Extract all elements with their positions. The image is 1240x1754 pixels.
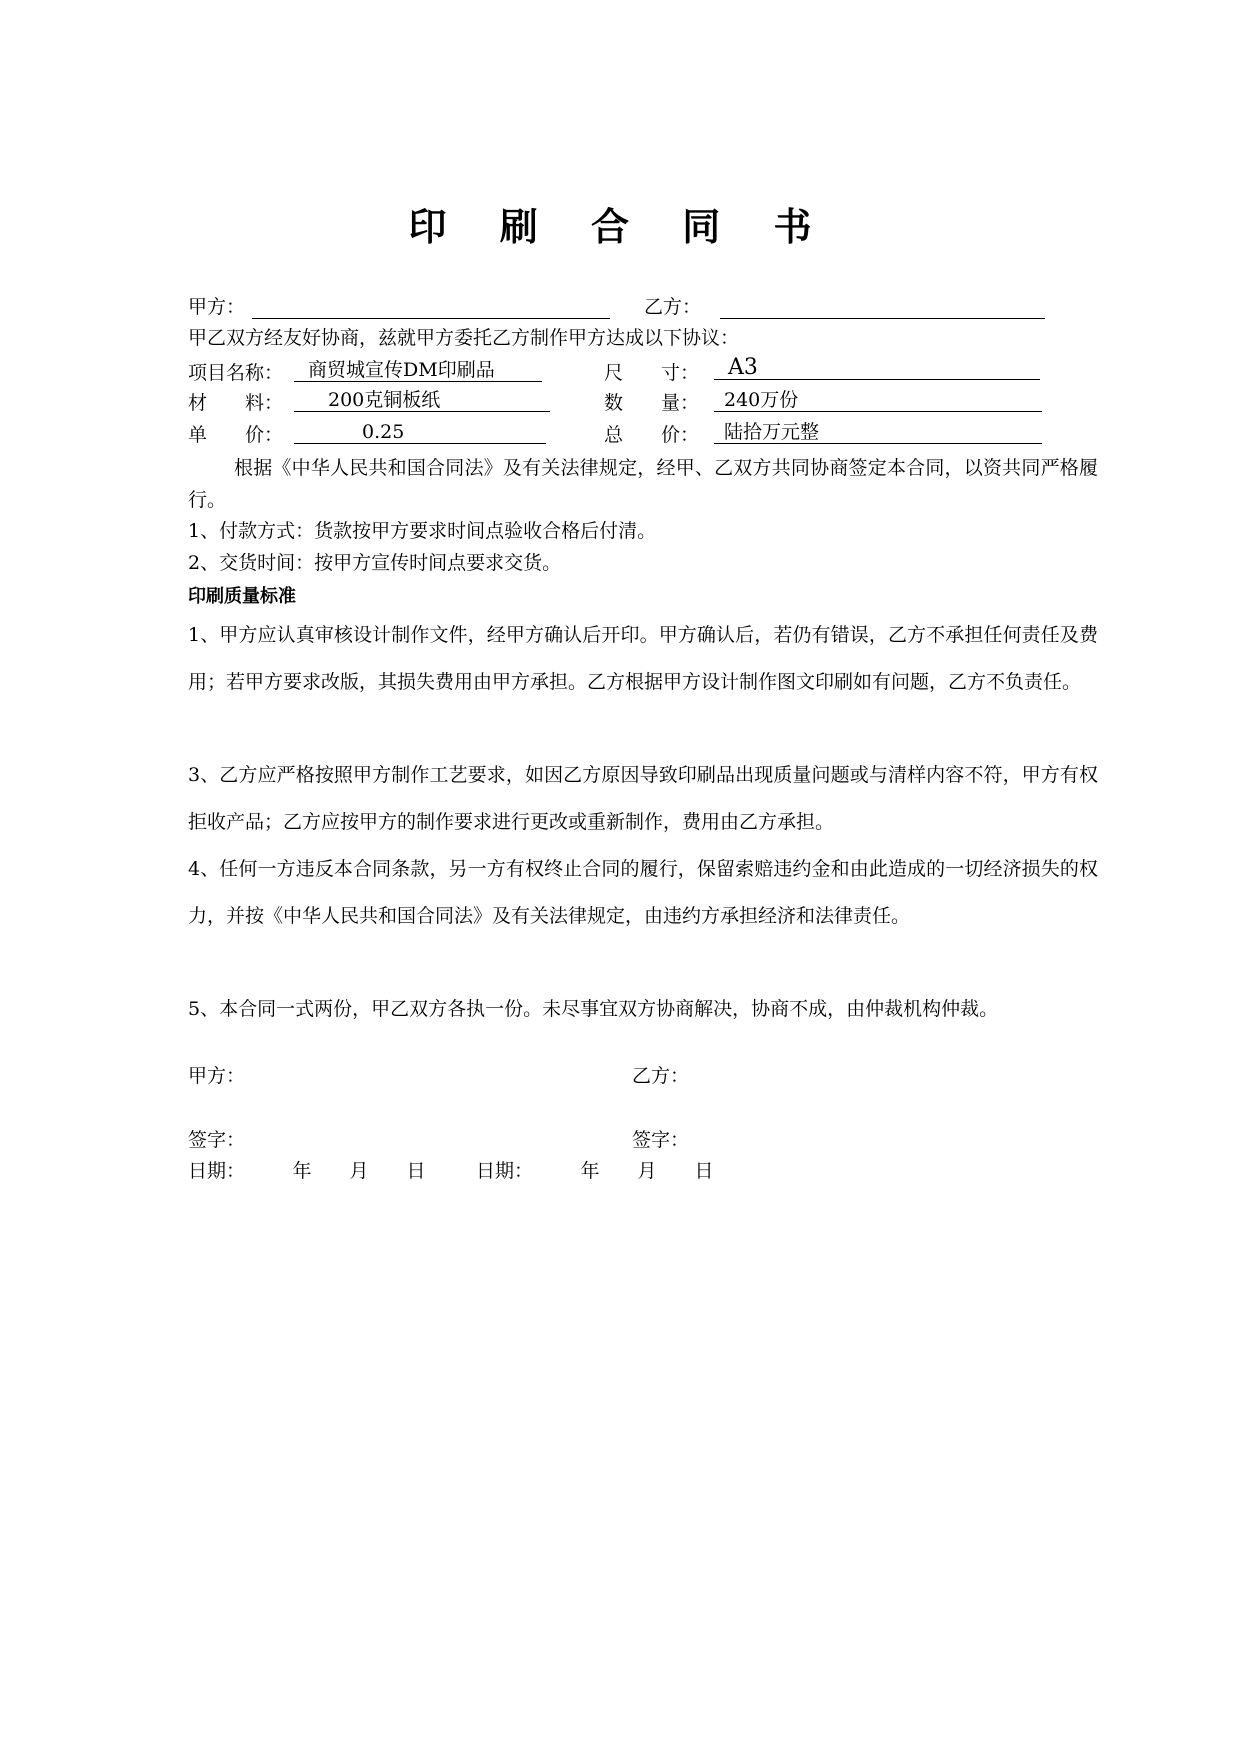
intro-text: 甲乙双方经友好协商，兹就甲方委托乙方制作甲方达成以下协议：: [188, 327, 740, 349]
unit-price-label: 单 价：: [188, 424, 284, 446]
party-a-field[interactable]: [252, 294, 610, 319]
term-payment: 1、付款方式：货款按甲方要求时间点验收合格后付清。: [188, 520, 657, 542]
quality-item-3: 3、乙方应严格按照甲方制作工艺要求，如因乙方原因导致印刷品出现质量问题或与清样内容不符，甲方有权拒收产品；乙方应按甲方的制作要求进行更改或重新制作，费用由乙方承担。: [188, 764, 1098, 833]
signature-party-a-label: 甲方：: [188, 1065, 246, 1087]
project-name-label: 项目名称：: [188, 362, 284, 384]
quantity-field[interactable]: 240万份: [714, 388, 1042, 412]
document-title: 印 刷 合 同 书: [408, 205, 832, 249]
sign-b-label: 签字：: [632, 1129, 690, 1151]
quality-heading: 印刷质量标准: [188, 586, 296, 607]
size-field[interactable]: A3: [714, 356, 1040, 380]
quality-item-5: 5、本合同一式两份，甲乙双方各执一份。未尽事宜双方协商解决，协商不成，由仲裁机构仲裁。: [188, 998, 999, 1020]
quantity-label: 数 量：: [604, 392, 700, 414]
material-label: 材 料：: [188, 392, 284, 414]
term-delivery: 2、交货时间：按甲方宣传时间点要求交货。: [188, 552, 562, 574]
quality-item-1: 1、甲方应认真审核设计制作文件，经甲方确认后开印。甲方确认后，若仍有错误，乙方不承担任何责任及费用；若甲方要求改版，其损失费用由甲方承担。乙方根据甲方设计制作图文印刷如有问题，乙方不负责任。: [188, 624, 1098, 693]
project-name-field[interactable]: 商贸城宣传DM印刷品: [294, 358, 542, 382]
quality-item-4: 4、任何一方违反本合同条款，另一方有权终止合同的履行，保留索赔违约金和由此造成的一切经济损失的权力，并按《中华人民共和国合同法》及有关法律规定，由违约方承担经济和法律责任。: [188, 858, 1098, 927]
material-field[interactable]: 200克铜板纸: [294, 388, 550, 412]
size-label: 尺 寸：: [604, 362, 700, 384]
total-price-label: 总 价：: [604, 424, 700, 446]
sign-a-label: 签字：: [188, 1129, 246, 1151]
preamble-paragraph: 根据《中华人民共和国合同法》及有关法律规定，经甲、乙双方共同协商签定本合同，以资共同严格履行。: [188, 457, 1098, 511]
date-b-line: 日期： 年 月 日: [476, 1160, 714, 1182]
total-price-field[interactable]: 陆拾万元整: [714, 420, 1042, 444]
party-b-label: 乙方：: [644, 296, 702, 318]
unit-price-field[interactable]: 0.25: [294, 420, 546, 444]
party-b-field[interactable]: [720, 294, 1045, 319]
signature-party-b-label: 乙方：: [632, 1065, 690, 1087]
date-a-line: 日期： 年 月 日: [188, 1160, 426, 1182]
party-a-label: 甲方：: [188, 296, 246, 318]
